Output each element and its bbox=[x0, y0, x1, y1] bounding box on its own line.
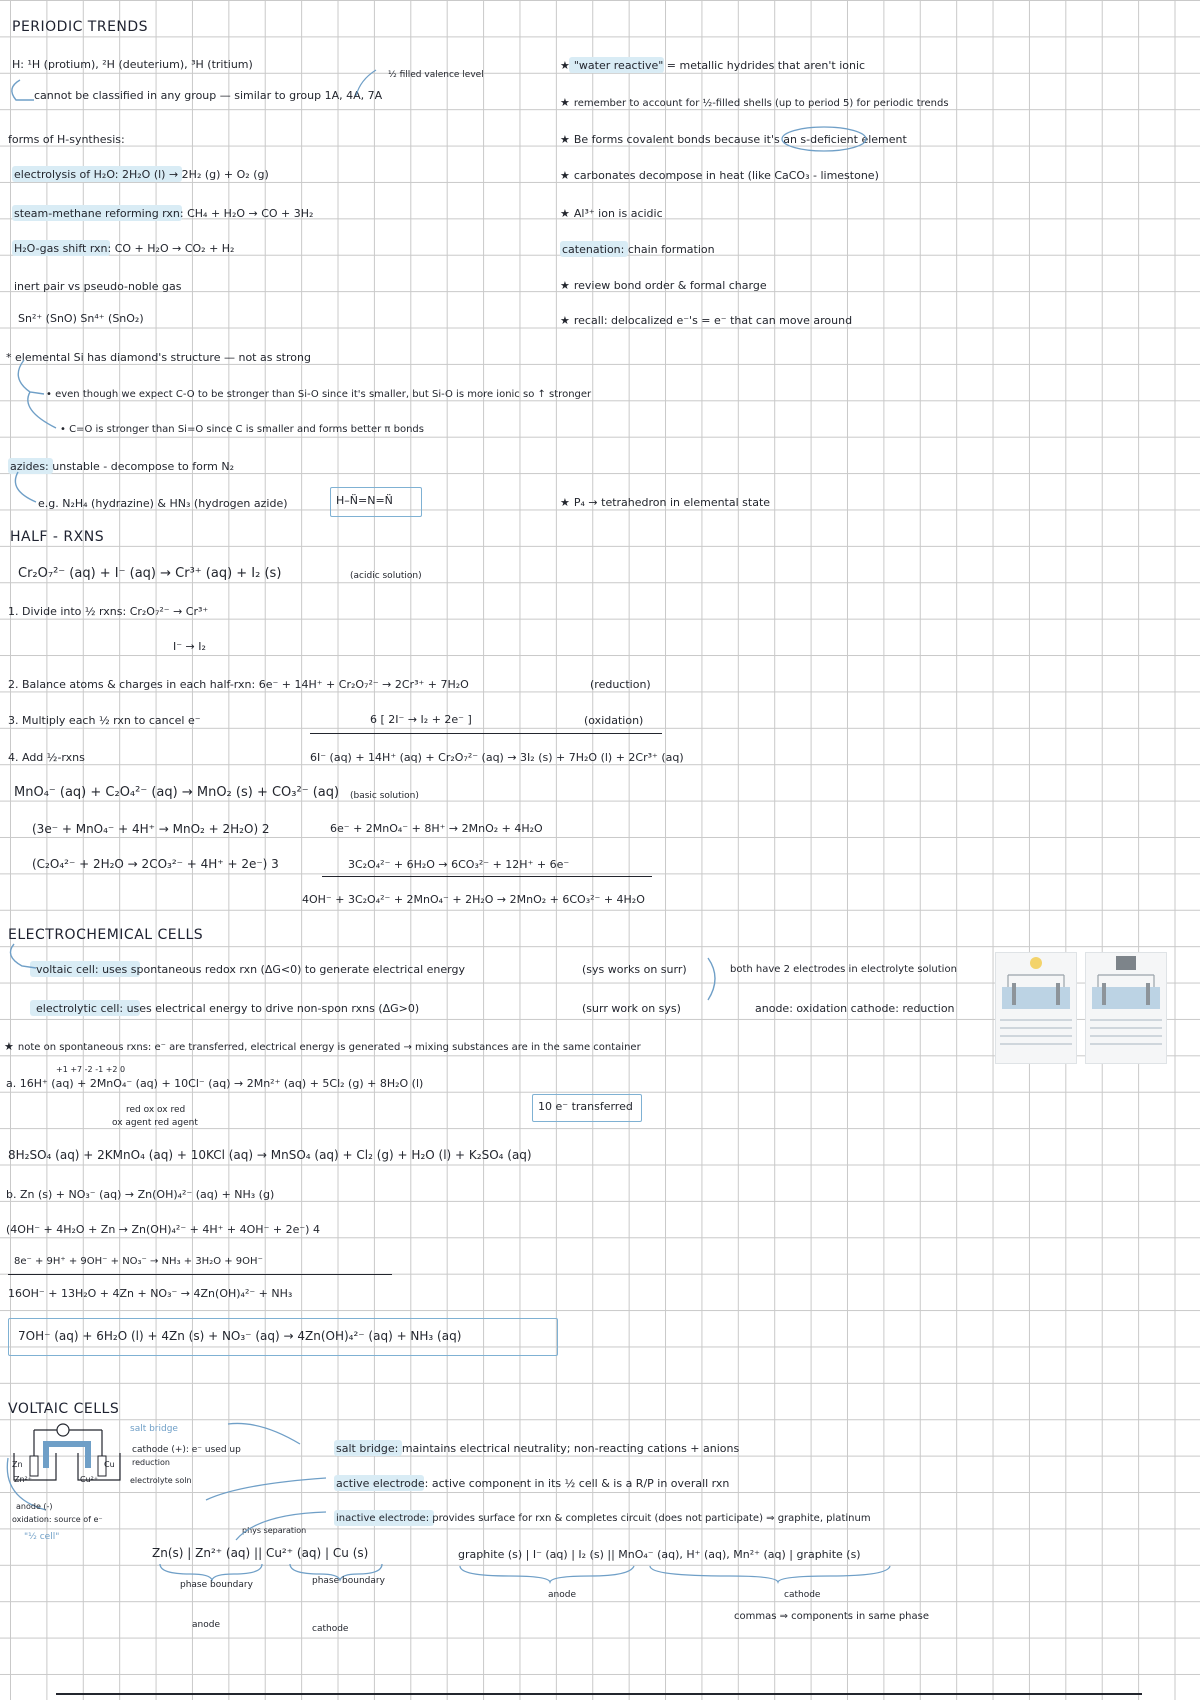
example-b-line-2: 8e⁻ + 9H⁺ + 9OH⁻ + NO₃⁻ → NH₃ + 3H₂O + 9OH⁻ bbox=[14, 1256, 263, 1267]
basic-solution-label: (basic solution) bbox=[350, 791, 419, 801]
note-half-filled-shells: ★ remember to account for ½-filled shells (up to period 5) for periodic trends bbox=[560, 96, 949, 111]
inactive-electrode-def: inactive electrode: provides surface for rxn & completes circuit (does not participate) ⇒ graphite, platinum bbox=[336, 1513, 871, 1524]
example-2-line-2-result: 3C₂O₄²⁻ + 6H₂O → 6CO₃²⁻ + 12H⁺ + 6e⁻ bbox=[348, 858, 570, 871]
reduction-diagram-label: reduction bbox=[132, 1458, 170, 1467]
zn-electrode-label: Zn bbox=[12, 1460, 23, 1469]
c-o-pi-note: • C=O is stronger than Si=O since C is smaller and forms better π bonds bbox=[60, 424, 424, 435]
cathode-label: cathode bbox=[312, 1624, 349, 1634]
cell-notation-2: graphite (s) | I⁻ (aq) | I₂ (s) || MnO₄⁻ (aq), H⁺ (aq), Mn²⁺ (aq) | graphite (s) bbox=[458, 1548, 861, 1561]
salt-bridge-def: salt bridge: maintains electrical neutrality; non-reacting cations + anions bbox=[336, 1442, 740, 1455]
step-4: 4. Add ½-rxns bbox=[8, 751, 85, 764]
example-a-full: 8H₂SO₄ (aq) + 2KMnO₄ (aq) + 10KCl (aq) → MnSO₄ (aq) + Cl₂ (g) + H₂O (l) + K₂SO₄ (aq) bbox=[8, 1148, 532, 1162]
half-filled-note: ½ filled valence level bbox=[388, 70, 484, 80]
example-2-line-1: (3e⁻ + MnO₄⁻ + 4H⁺ → MnO₂ + 2H₂O) 2 bbox=[32, 822, 270, 836]
sn-ions-line: Sn²⁺ (SnO) Sn⁴⁺ (SnO₂) bbox=[18, 312, 144, 325]
cell-notation: Zn(s) | Zn²⁺ (aq) || Cu²⁺ (aq) | Cu (s) bbox=[152, 1546, 369, 1560]
step-2: 2. Balance atoms & charges in each half-rxn: 6e⁻ + 14H⁺ + Cr₂O₇²⁻ → 2Cr³⁺ + 7H₂O bbox=[8, 678, 469, 691]
zn-ion-label: Zn²⁺ bbox=[14, 1475, 32, 1484]
cathode-label-2: cathode bbox=[784, 1590, 821, 1600]
step-3-equation: 6 [ 2I⁻ → I₂ + 2e⁻ ] bbox=[370, 713, 472, 726]
example-b-line-3: 16OH⁻ + 13H₂O + 4Zn + NO₃⁻ → 4Zn(OH)₄²⁻ + NH₃ bbox=[8, 1287, 293, 1300]
half-rxn-example-2: MnO₄⁻ (aq) + C₂O₄²⁻ (aq) → MnO₂ (s) + CO₃²⁻ (aq) bbox=[14, 785, 340, 800]
phys-separation-label: phys separation bbox=[242, 1526, 307, 1535]
electrolysis-line: electrolysis of H₂O: 2H₂O (l) → 2H₂ (g) + O₂ (g) bbox=[14, 168, 269, 181]
salt-bridge-diagram-label: salt bridge bbox=[130, 1424, 178, 1434]
electrolytic-cell-note: (surr work on sys) bbox=[582, 1002, 681, 1015]
inert-pair-line: inert pair vs pseudo-noble gas bbox=[14, 280, 182, 293]
co-strength-note: • even though we expect C-O to be stronger than Si-O since it's smaller, but Si-O is more ionic so ↑ stronger bbox=[46, 389, 592, 400]
spontaneous-rxns-note: ★ note on spontaneous rxns: e⁻ are transferred, electrical energy is generated → mixing substances are in the same container bbox=[4, 1040, 641, 1055]
si-diamond-note: * elemental Si has diamond's structure — not as strong bbox=[6, 351, 311, 364]
oxidation-diagram-label: oxidation: source of e⁻ bbox=[12, 1515, 103, 1524]
catenation-line: catenation: chain formation bbox=[562, 243, 715, 256]
oxidation-states: +1 +7 -2 -1 +2 0 bbox=[56, 1065, 126, 1074]
voltaic-cell-def: voltaic cell: uses spontaneous redox rxn (ΔG<0) to generate electrical energy bbox=[36, 963, 465, 976]
reduction-label: (reduction) bbox=[590, 678, 651, 691]
example-2-result: 4OH⁻ + 3C₂O₄²⁻ + 2MnO₄⁻ + 2H₂O → 2MnO₂ + 6CO₃²⁻ + 4H₂O bbox=[302, 893, 645, 906]
electrolyte-diagram-label: electrolyte soln bbox=[130, 1476, 192, 1485]
cathode-diagram-label: cathode (+): e⁻ used up bbox=[132, 1445, 241, 1455]
agent-labels: red ox ox red bbox=[126, 1105, 186, 1115]
example-b: b. Zn (s) + NO₃⁻ (aq) → Zn(OH)₄²⁻ (aq) + NH₃ (g) bbox=[6, 1188, 275, 1201]
water-gas-shift-line: H₂O-gas shift rxn: CO + H₂O → CO₂ + H₂ bbox=[14, 242, 235, 255]
acidic-solution-label: (acidic solution) bbox=[350, 571, 422, 581]
phase-boundary-label: phase boundary bbox=[180, 1580, 253, 1590]
group-note: cannot be classified in any group — similar to group 1A, 4A, 7A bbox=[34, 89, 383, 102]
azide-example: e.g. N₂H₄ (hydrazine) & HN₃ (hydrogen azide) bbox=[38, 497, 288, 510]
electrolytic-cell-def: electrolytic cell: uses electrical energy to drive non-spon rxns (ΔG>0) bbox=[36, 1002, 420, 1015]
cu-electrode-label: Cu bbox=[104, 1460, 115, 1469]
note-carbonates: ★ carbonates decompose in heat (like CaCO₃ - limestone) bbox=[560, 169, 879, 183]
section-heading-voltaic-cells: VOLTAIC CELLS bbox=[8, 1401, 120, 1417]
example-b-line-1: (4OH⁻ + 4H₂O + Zn → Zn(OH)₄²⁻ + 4H⁺ + 4OH⁻ + 2e⁻) 4 bbox=[6, 1223, 320, 1236]
half-rxn-example-1: Cr₂O₇²⁻ (aq) + I⁻ (aq) → Cr³⁺ (aq) + I₂ (s) bbox=[18, 566, 282, 581]
cu-ion-label: Cu²⁺ bbox=[80, 1475, 99, 1484]
azide-structure: H–N̈=N=N̈ bbox=[336, 494, 393, 507]
section-heading-half-rxns: HALF - RXNS bbox=[10, 529, 105, 545]
steam-reforming-line: steam-methane reforming rxn: CH₄ + H₂O → CO + 3H₂ bbox=[14, 207, 314, 220]
note-bond-order: ★ review bond order & formal charge bbox=[560, 279, 767, 293]
example-2-line-2: (C₂O₄²⁻ + 2H₂O → 2CO₃²⁻ + 4H⁺ + 2e⁻) 3 bbox=[32, 857, 279, 871]
phase-boundary-label-2: phase boundary bbox=[312, 1576, 385, 1586]
step-4-equation: 6I⁻ (aq) + 14H⁺ (aq) + Cr₂O₇²⁻ (aq) → 3I₂ (s) + 7H₂O (l) + 2Cr³⁺ (aq) bbox=[310, 751, 684, 764]
bottom-rule bbox=[56, 1693, 1142, 1695]
step-1: 1. Divide into ½ rxns: Cr₂O₇²⁻ → Cr³⁺ bbox=[8, 605, 209, 618]
electrons-transferred: 10 e⁻ transferred bbox=[538, 1100, 633, 1113]
forms-title: forms of H-synthesis: bbox=[8, 133, 125, 146]
half-cell-label: "½ cell" bbox=[24, 1532, 60, 1542]
isotopes-line: H: ¹H (protium), ²H (deuterium), ³H (tritium) bbox=[12, 58, 253, 71]
both-have-note: both have 2 electrodes in electrolyte solution bbox=[730, 964, 957, 975]
note-water-reactive: ★ "water reactive" = metallic hydrides that aren't ionic bbox=[560, 59, 865, 73]
section-heading-electrochemical-cells: ELECTROCHEMICAL CELLS bbox=[8, 927, 204, 943]
note-be-covalent: ★ Be forms covalent bonds because it's an s-deficient element bbox=[560, 133, 907, 147]
section-heading-periodic-trends: PERIODIC TRENDS bbox=[12, 19, 149, 35]
azides-line: azides: unstable - decompose to form N₂ bbox=[10, 460, 235, 473]
example-b-final: 7OH⁻ (aq) + 6H₂O (l) + 4Zn (s) + NO₃⁻ (aq) → 4Zn(OH)₄²⁻ (aq) + NH₃ (aq) bbox=[18, 1329, 462, 1343]
anode-cathode-note: anode: oxidation cathode: reduction bbox=[755, 1002, 955, 1015]
commas-note: commas ⇒ components in same phase bbox=[734, 1611, 930, 1622]
example-2-line-1-result: 6e⁻ + 2MnO₄⁻ + 8H⁺ → 2MnO₂ + 4H₂O bbox=[330, 822, 543, 835]
note-delocalized: ★ recall: delocalized e⁻'s = e⁻ that can move around bbox=[560, 314, 852, 328]
note-al-acidic: ★ Al³⁺ ion is acidic bbox=[560, 207, 663, 221]
agent-labels-2: ox agent red agent bbox=[112, 1118, 198, 1128]
step-1b: I⁻ → I₂ bbox=[173, 640, 206, 653]
oxidation-label: (oxidation) bbox=[584, 714, 644, 727]
anode-diagram-label: anode (-) bbox=[16, 1502, 53, 1511]
anode-label: anode bbox=[192, 1620, 220, 1630]
example-a: a. 16H⁺ (aq) + 2MnO₄⁻ (aq) + 10Cl⁻ (aq) → 2Mn²⁺ (aq) + 5Cl₂ (g) + 8H₂O (l) bbox=[6, 1077, 424, 1090]
step-3: 3. Multiply each ½ rxn to cancel e⁻ bbox=[8, 714, 201, 727]
anode-label-2: anode bbox=[548, 1590, 576, 1600]
active-electrode-def: active electrode: active component in its ½ cell & is a R/P in overall rxn bbox=[336, 1477, 730, 1490]
note-p4: ★ P₄ → tetrahedron in elemental state bbox=[560, 496, 770, 510]
voltaic-cell-note: (sys works on surr) bbox=[582, 963, 687, 976]
